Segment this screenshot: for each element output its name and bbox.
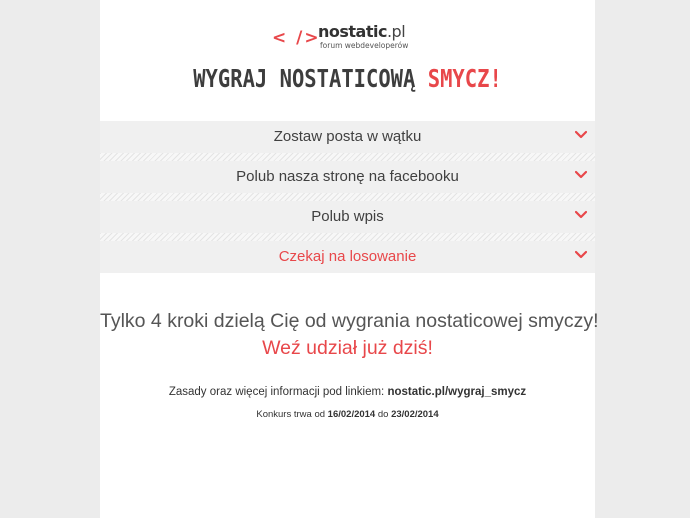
rules-info <box>100 386 595 398</box>
start-date: 16/02/2014 <box>327 409 376 420</box>
contest-dates <box>100 409 595 420</box>
logo-name <box>318 22 405 41</box>
step-item-1[interactable] <box>100 121 595 153</box>
nostatic-logo[interactable] <box>272 22 432 54</box>
divider <box>100 233 595 241</box>
step-label: Czekaj na losowanie <box>278 248 417 265</box>
divider <box>100 153 595 161</box>
step-label: Zostaw posta w wątku <box>273 128 422 145</box>
contest-card <box>100 0 599 518</box>
step-item-3[interactable] <box>100 201 595 233</box>
chevron-down-icon[interactable] <box>575 250 585 260</box>
dates-prefix: Konkurs trwa od <box>256 409 328 420</box>
logo-tld: .pl <box>386 22 406 41</box>
promo-text <box>100 308 599 362</box>
code-brackets-icon: < /> <box>272 28 321 48</box>
rules-text: Zasady oraz więcej informacji pod linkiem: <box>168 386 388 398</box>
promo-line: Tylko 4 kroki dzielą Cię od wygrania nostaticowej smyczy! <box>100 310 599 332</box>
divider <box>100 193 595 201</box>
logo-name-text: nostatic <box>318 22 387 41</box>
chevron-down-icon[interactable] <box>575 130 585 140</box>
page-title-accent: SMYCZ! <box>427 64 502 93</box>
step-item-2[interactable] <box>100 161 595 193</box>
step-label: Polub wpis <box>311 208 384 225</box>
promo-call-to-action: Weź udział już dziś! <box>262 337 433 359</box>
dates-middle: do <box>375 409 392 420</box>
chevron-down-icon[interactable] <box>575 210 585 220</box>
rules-link[interactable]: nostatic.pl/wygraj_smycz <box>387 386 527 398</box>
chevron-down-icon[interactable] <box>575 170 585 180</box>
page-title-main: WYGRAJ NOSTATICOWĄ <box>193 64 416 93</box>
steps-list <box>100 121 595 273</box>
page-title <box>145 64 551 93</box>
step-label: Polub nasza stronę na facebooku <box>236 168 459 185</box>
logo-subtitle: forum webdeveloperów <box>320 41 409 50</box>
end-date: 23/02/2014 <box>391 409 439 420</box>
step-item-4[interactable] <box>100 241 595 273</box>
